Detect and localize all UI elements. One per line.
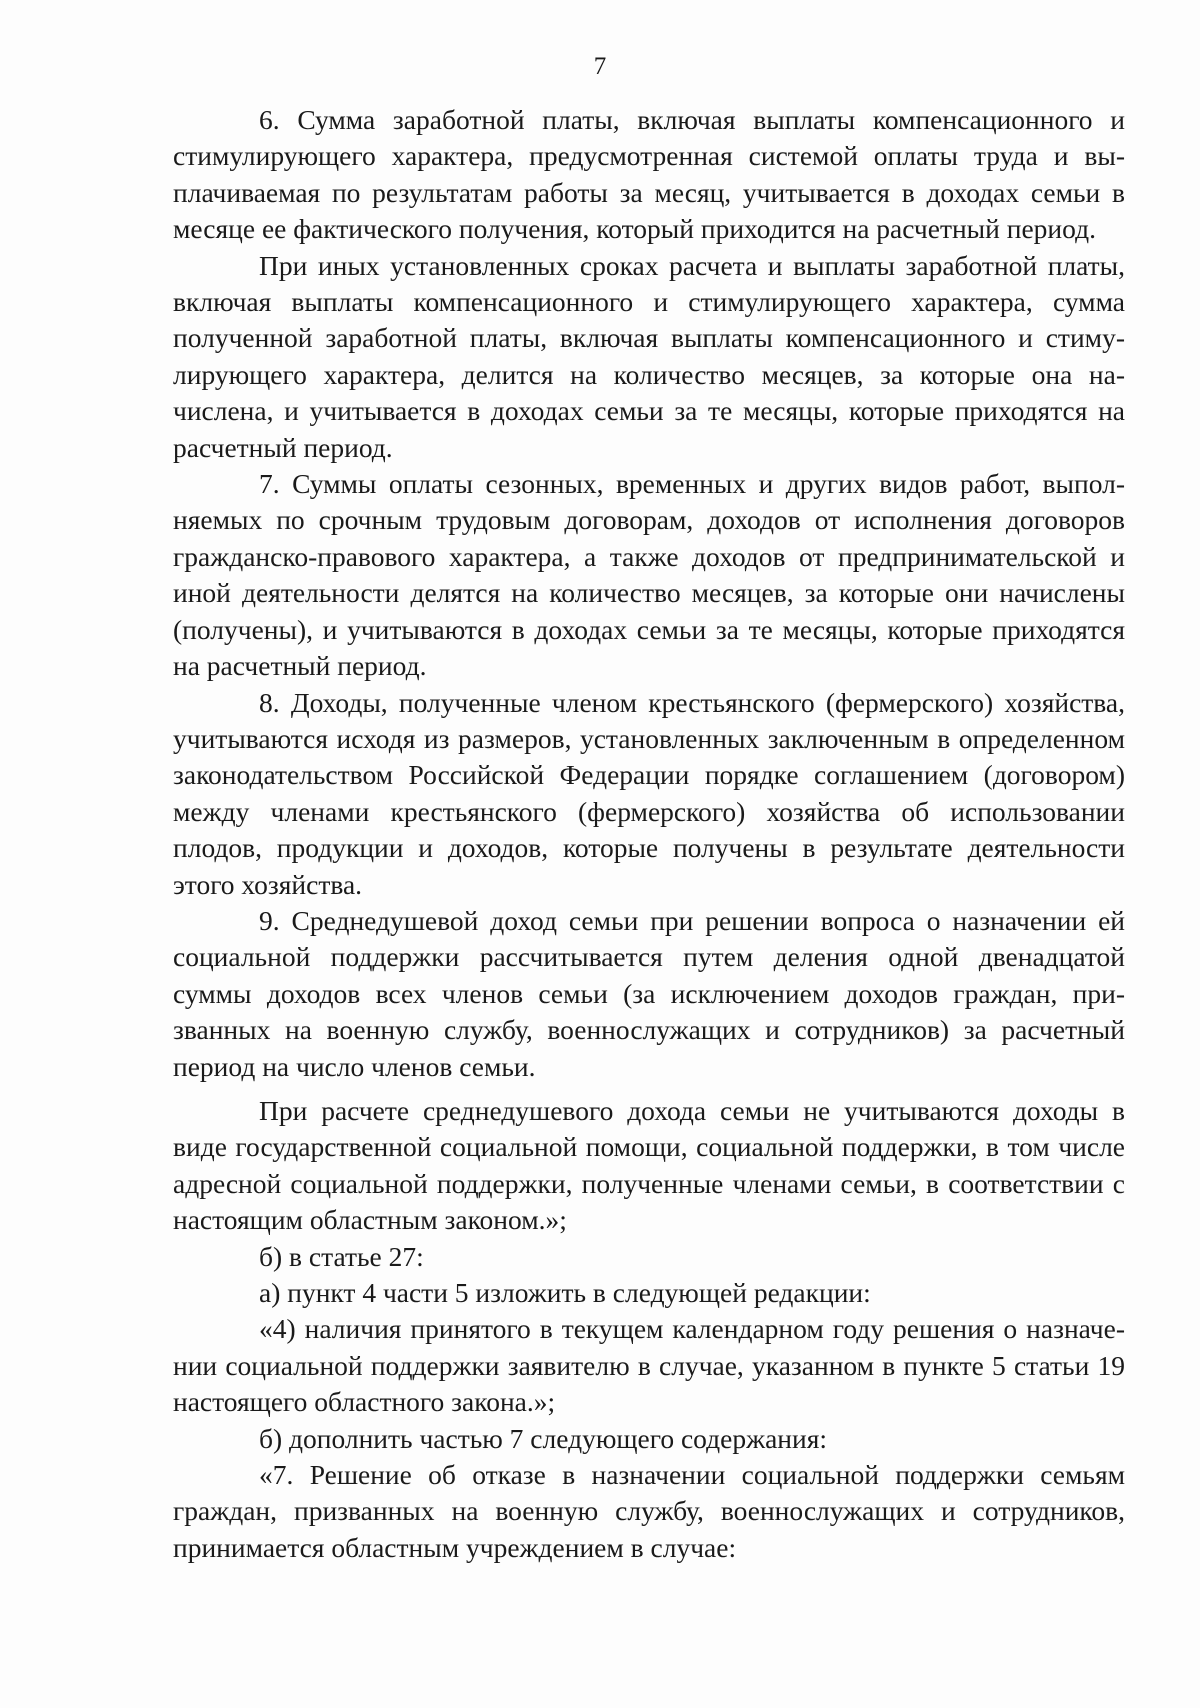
subpoint-a-item-4: а) пункт 4 части 5 изложить в следующей редакции:: [259, 1277, 871, 1308]
quoted-item-4: «4) наличия принятого в текущем календарном году решения о назначении социальной поддержки заявителю в случае, указанном в пункте 5 статьи 19 настоящего областного закона.»;: [173, 1313, 1125, 1418]
paragraph-6-continued: При иных установленных сроках расчета и выплаты заработной платы, включая выплаты компенсационного и стимулирующего характера, сумма полученной заработной платы, включая выплаты компенсационного и стимулирующего характера, делится на количество месяцев, за которые она начислена, и учитывается в доходах семьи за те месяцы, которые приходятся на расчетный период.: [173, 249, 1125, 463]
quoted-part-7: «7. Решение об отказе в назначении социальной поддержки семьям граждан, призванных на военную службу, военнослужащих и сотрудников, принимается областным учреждением в случае:: [173, 1459, 1125, 1563]
subpoint-b-article-27: б) в статье 27:: [259, 1240, 424, 1272]
paragraph-9-continued: При расчете среднедушевого дохода семьи не учитываются доходы в виде государственной социальной помощи, социальной поддержки, в том числе адресной социальной поддержки, полученные членами семьи, в соответствии с настоящим областным законом.»;: [173, 1094, 1125, 1236]
paragraph-6: 6. Сумма заработной платы, включая выплаты компенсационного и стимулирующего характера, предусмотренная системой оплаты труда и выплачиваемая по результатам работы за месяц, учитывается в доходах семьи в месяце ее фактического получения, который приходится на расчетный период.: [173, 104, 1125, 245]
paragraph-8: 8. Доходы, полученные членом крестьянского (фермерского) хозяйства, учитываются исходя из размеров, установленных заключенным в определенном законодательством Российской Федерации порядке соглашением (договором) между членами крестьянского (фермерского) хозяйства об использовании плодов, продукции и доходов, которые получены в результате деятельности этого хозяйства.: [173, 686, 1125, 900]
document-body: [173, 102, 1125, 1566]
paragraph-7: 7. Суммы оплаты сезонных, временных и других видов работ, выполняемых по срочным трудовым договорам, доходов от исполнения договоров гражданско-правового характера, а также доходов от предпринимательской и иной деятельности делятся на количество месяцев, за которые они начислены (получены), и учитываются в доходах семьи за те месяцы, которые приходятся на расчетный период.: [173, 468, 1125, 682]
subpoint-b-part-7: б) дополнить частью 7 следующего содержания:: [259, 1422, 828, 1454]
paragraph-gap: [173, 1085, 1125, 1093]
page-number: 7: [593, 53, 607, 80]
paragraph-9: 9. Среднедушевой доход семьи при решении вопроса о назначении ей социальной поддержки рассчитывается путем деления одной двенадцатой суммы доходов всех членов семьи (за исключением доходов граждан, призванных на военную службу, военнослужащих и сотрудников) за расчетный период на число членов семьи.: [173, 904, 1125, 1082]
